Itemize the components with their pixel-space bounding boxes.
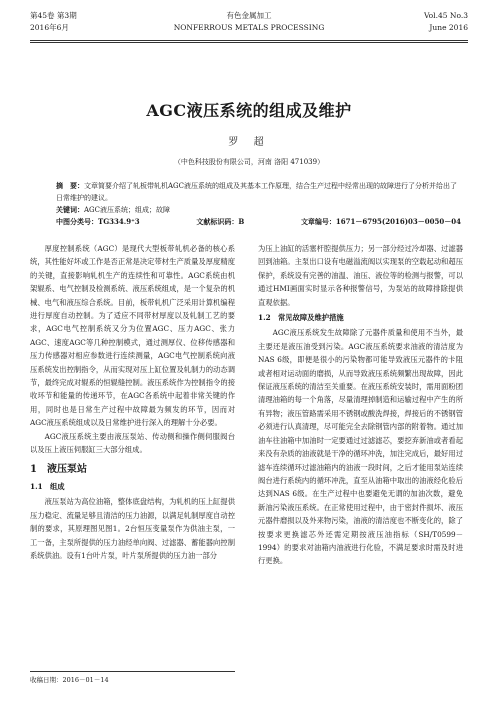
journal-name-en: NONFERROUS METALS PROCESSING <box>173 23 325 32</box>
keywords-text: AGC液压系统；组成；故障 <box>84 206 171 214</box>
header-rule <box>30 40 468 41</box>
document-code: 文献标识码：B <box>196 217 245 226</box>
header-rule-thin <box>30 42 468 43</box>
article-number: 文章编号：1671－6795(2016)03－0050－04 <box>300 217 461 226</box>
intro-paragraph: 厚度控制系统（AGC）是现代大型板带轧机必备的核心系统，其性能好坏或工作是否正常是决定带材生产质量及厚度精度的关键，直接影响轧机生产的连续性和可靠性。AGC系统由机架辊系、电气控制及检测系统、液压系统组成，是一个复杂的机械、电气和液压综合系统。目前，板带轧机广泛采用计算机编程进行厚度自动控制。为了适应不同带材厚度以及轧制工艺的要求，AGC电气控制系统又分为位置AGC、压力AGC、张力AGC、速度AGC等几种控制模式，通过测厚仪、位移传感器和压力传感器对相应参数进行连续测量，AGC电气控制系统向液压系统发出控制指令，从而实现对压上缸位置及轧制力的动态调节，最终完成对辊系的恒辊缝控制。液压系统作为控制指令的接收环节和能量的传递环节，在AGC各系统中起着非常关键的作用，同时也是日常生产过程中故障最为频发的环节，因而对AGC液压系统组成以及日常维护进行深入的理解十分必要。 <box>30 244 235 428</box>
journal-name-cn: 有色金属加工 <box>226 11 272 20</box>
abstract <box>56 180 461 204</box>
abstract-text: 文章简要介绍了轧板带轧机AGC液压系统的组成及其基本工作原理，结合生产过程中经常出现的故障进行了分析并给出了日常维护的建议。 <box>56 182 458 202</box>
subsection-heading-1-2: 1.2 常见故障及维护措施 <box>258 313 344 323</box>
abstract-label: 摘 要： <box>56 181 84 190</box>
intro-paragraph-2: AGC液压系统主要由液压泵站、传动侧和操作侧伺服阀台以及压上液压伺服缸三大部分组成。 <box>30 431 235 455</box>
date-en: June 2016 <box>429 23 468 32</box>
right-column <box>258 242 463 568</box>
received-date: 收稿日期：2016－01－14 <box>30 671 235 684</box>
volume-issue-cn: 第45卷 第3期 <box>30 11 77 20</box>
author: 罗 超 <box>228 137 270 148</box>
keywords-label: 关键词： <box>56 205 84 214</box>
header-right <box>424 10 468 34</box>
date-cn: 2016年6月 <box>30 23 69 32</box>
clc-number: 中图分类号：TG334.9⁺3 <box>56 217 140 226</box>
section-heading-1: 1 液压泵站 <box>30 463 87 475</box>
abstract-block <box>56 180 461 228</box>
body-paragraph-continued: 为压上油缸的活塞杆腔提供压力；另一部分经过冷却器、过滤器回到油箱。主泵出口设有电磁溢流阀以实现泵的空载起动和超压保护，系统设有完善的油温、油压、液位等的检测与报警，可以通过HMI画面实时显示各种报警信号，为泵站的故障排除提供直观依据。 <box>258 244 463 307</box>
keywords <box>56 204 461 216</box>
running-header <box>30 10 468 46</box>
subsection-heading-1-1: 1.1 组成 <box>30 481 65 491</box>
volume-issue-en: Vol.45 No.3 <box>423 11 468 20</box>
affiliation: （中色科技股份有限公司，河南 洛阳 471039） <box>173 158 325 166</box>
article-title: AGC液压系统的组成及维护 <box>146 101 352 120</box>
body-paragraph: AGC液压系统发生故障除了元器件质量和使用不当外，最主要还是液压油受到污染。AGC液压系统要求油液的清洁度为NAS 6级，即便是很小的污染物都可能导致液压元器件的卡阻或者相对运动面的磨损，从而导致液压系统频繁出现故障，因此保证液压系统的清洁至关重要。在液压系统安装时，需用面粉团清理油箱的每一个角落，尽量清理掉制造和运输过程中产生的所有异物；液压管路需采用不锈钢或酸洗焊接，焊接后的不锈钢管必须进行认真清理，尽可能完全去除钢管内部的附着物。通过加油车往油箱中加油时一定要通过过滤滤芯，要挖弃新油或者看起来没有杂质的油液就是干净的循环冲洗，加注完成后，最好用过滤车连续循环过滤油箱内的油液一段时间，之后才能用泵站连续阀台进行系统内的循环冲洗，直至从油箱中取出的油液经化验后达到NAS 6级。在生产过程中也要避免无谓的加油次数，避免新油污染液压系统。在正常使用过程中，由于密封件损坏、液压元器件磨损以及外来物污染，油液的清洁度也不断变化的，除了按要求更换滤芯外还需定期按液压油指标（SH/T0599－1994）的要求对油箱内油液进行化验，不满足要求时需及时进行更换。 <box>258 328 463 566</box>
body-paragraph: 液压泵站为高位油箱，整体底盘结构，为轧机的压上缸提供压力稳定、流量足够且清洁的压力油源，以满足轧制厚度自动控制的要求，其原理图见图1。2台恒压变量泵作为供油主泵，一工一备，主泵所提供的压力油经单向阀、过滤器、蓄能器向控制系统供油。设有1台叶片泵，叶片泵所提供的压力油一部分 <box>30 497 235 560</box>
left-column <box>30 242 235 562</box>
header-center <box>30 10 468 34</box>
classification-row <box>56 216 461 228</box>
